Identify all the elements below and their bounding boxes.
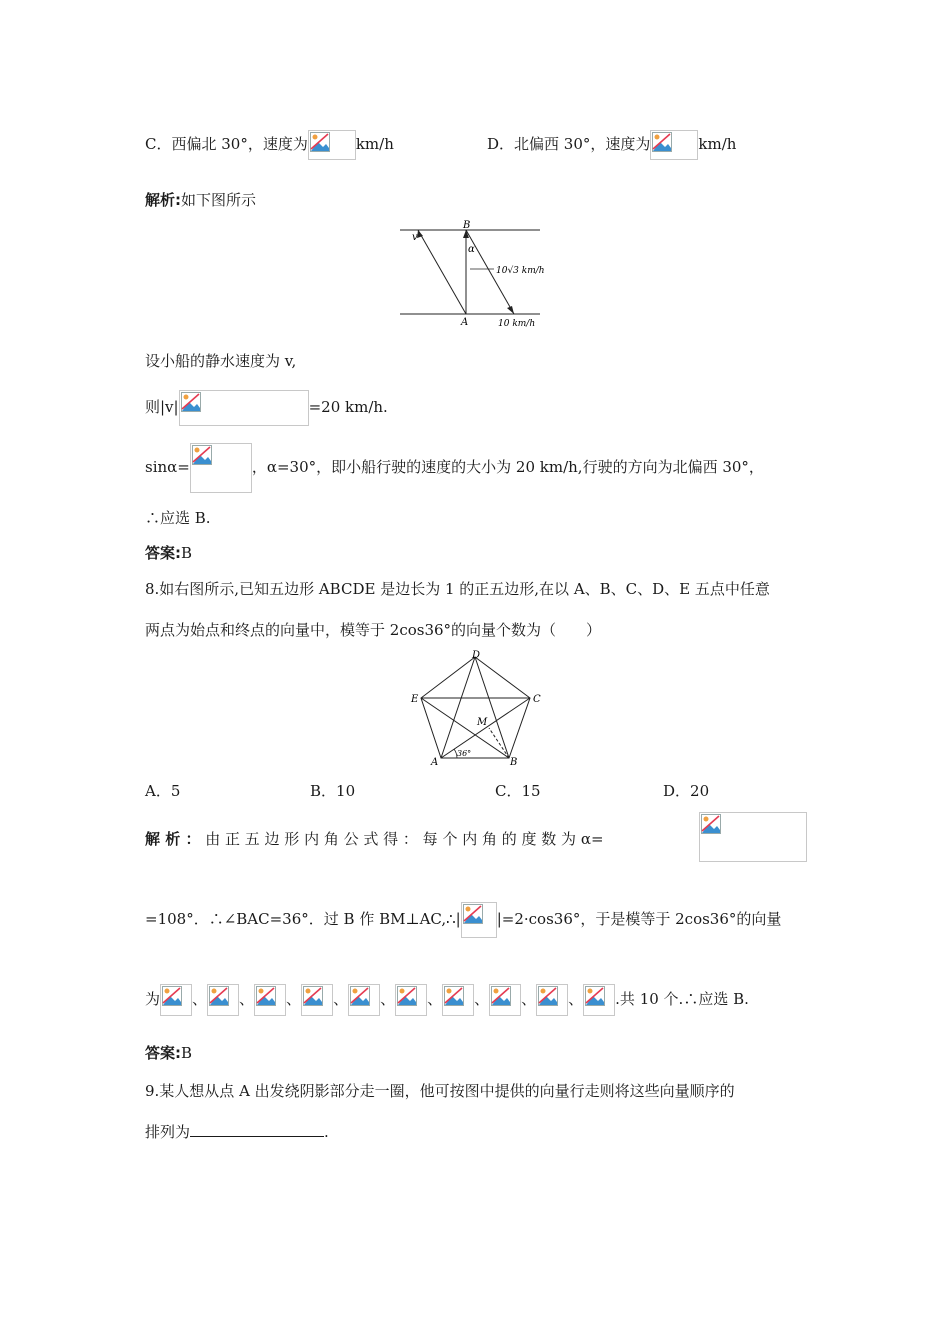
- analysis-text: 如下图所示: [181, 191, 257, 209]
- label-v: v: [412, 232, 418, 243]
- q9-stem-line-2: [145, 1121, 329, 1142]
- q8-line-3: [145, 984, 749, 1016]
- q8-analysis: [145, 828, 604, 849]
- broken-image-icon: [348, 984, 380, 1016]
- answer-value: B: [181, 1044, 193, 1062]
- river-crossing-figure: [400, 218, 550, 330]
- line3-suffix: .共 10 个.∴应选 B.: [615, 990, 749, 1008]
- separator: 、: [333, 990, 349, 1008]
- broken-image-icon: [301, 984, 333, 1016]
- q7-analysis-heading: [145, 189, 256, 210]
- q7-line-4: ∴应选 B.: [145, 509, 211, 527]
- line2-prefix: 则|v|: [145, 398, 179, 416]
- line3-prefix: 为: [145, 990, 161, 1008]
- option-d-label: D．北偏西 30°，速度为: [487, 135, 651, 153]
- option-c-unit: km/h: [355, 135, 394, 153]
- separator: 、: [474, 990, 490, 1008]
- broken-image-icon: [179, 390, 309, 426]
- broken-image-icon: [489, 984, 521, 1016]
- separator: 、: [427, 990, 443, 1008]
- label-speed-water: 10√3 km/h: [496, 266, 545, 276]
- broken-image-icon: [536, 984, 568, 1016]
- q8-stem-line-1: 8.如右图所示,已知五边形 ABCDE 是边长为 1 的正五边形,在以 A、B、C、D、E 五点中任意: [145, 580, 770, 598]
- line2-prefix: =108°．∴∠BAC=36°．过 B 作 BM⊥AC,∴|: [145, 910, 461, 928]
- pentagon-figure: [410, 648, 545, 766]
- q7-options-row: [145, 130, 394, 160]
- stem-prefix: 排列为: [145, 1123, 191, 1141]
- line2-suffix: =20 km/h.: [308, 398, 388, 416]
- label-c: C: [533, 694, 541, 705]
- q7-line-2: [145, 390, 388, 426]
- q7-answer: [145, 542, 192, 563]
- separator: 、: [521, 990, 537, 1008]
- q8-option-b: B．10: [310, 782, 356, 800]
- broken-image-icon: [254, 984, 286, 1016]
- line3-suffix: ，α=30°，即小船行驶的速度的大小为 20 km/h,行驶的方向为北偏西 30°，: [251, 458, 764, 476]
- line2-suffix: |=2·cos36°，于是模等于 2cos36°的向量: [496, 910, 782, 928]
- q8-line-2: [145, 902, 781, 938]
- option-d-unit: km/h: [698, 135, 737, 153]
- separator: 、: [568, 990, 584, 1008]
- analysis-label: 解 析 ：: [145, 830, 201, 848]
- answer-value: B: [181, 544, 193, 562]
- label-b: B: [463, 220, 471, 231]
- option-c-label: C．西偏北 30°，速度为: [145, 135, 308, 153]
- stem-suffix: .: [324, 1123, 329, 1141]
- broken-image-icon: [583, 984, 615, 1016]
- label-b: B: [510, 757, 518, 766]
- broken-image-icon: [207, 984, 239, 1016]
- broken-image-icon: [442, 984, 474, 1016]
- answer-blank[interactable]: [190, 1122, 324, 1137]
- broken-image-icon: [650, 130, 698, 160]
- q8-option-d: D．20: [663, 782, 710, 800]
- separator: 、: [286, 990, 302, 1008]
- label-m: M: [477, 717, 488, 728]
- q8-option-a: A．5: [145, 782, 181, 800]
- broken-image-icon: [699, 812, 807, 862]
- label-e: E: [411, 694, 419, 705]
- label-a: A: [431, 757, 439, 766]
- q9-stem-line-1: 9.某人想从点 A 出发绕阴影部分走一圈，他可按图中提供的向量行走则将这些向量顺序的: [145, 1082, 735, 1100]
- label-speed-current: 10 km/h: [498, 319, 536, 329]
- analysis-label: 解析:: [145, 191, 181, 209]
- broken-image-icon: [308, 130, 356, 160]
- label-alpha: α: [468, 244, 475, 255]
- separator: 、: [192, 990, 208, 1008]
- broken-image-icon: [395, 984, 427, 1016]
- label-angle: 36°: [457, 749, 472, 758]
- separator: 、: [239, 990, 255, 1008]
- separator: 、: [380, 990, 396, 1008]
- label-d: D: [472, 650, 481, 661]
- broken-image-icon: [461, 902, 497, 938]
- q7-line-3: [145, 443, 764, 493]
- q8-answer: [145, 1042, 192, 1063]
- broken-image-icon: [160, 984, 192, 1016]
- analysis-text: 由 正 五 边 形 内 角 公 式 得 ： 每 个 内 角 的 度 数 为 α=: [205, 830, 604, 848]
- broken-image-icon: [190, 443, 252, 493]
- label-a: A: [461, 317, 469, 328]
- answer-label: 答案:: [145, 1044, 181, 1062]
- q7-line-1: 设小船的静水速度为 v,: [145, 352, 297, 370]
- line3-prefix: sinα=: [145, 458, 190, 476]
- q8-option-c: C．15: [495, 782, 541, 800]
- q8-stem-line-2: 两点为始点和终点的向量中，模等于 2cos36°的向量个数为（ ）: [145, 621, 602, 639]
- q7-option-d-row: [487, 130, 736, 160]
- answer-label: 答案:: [145, 544, 181, 562]
